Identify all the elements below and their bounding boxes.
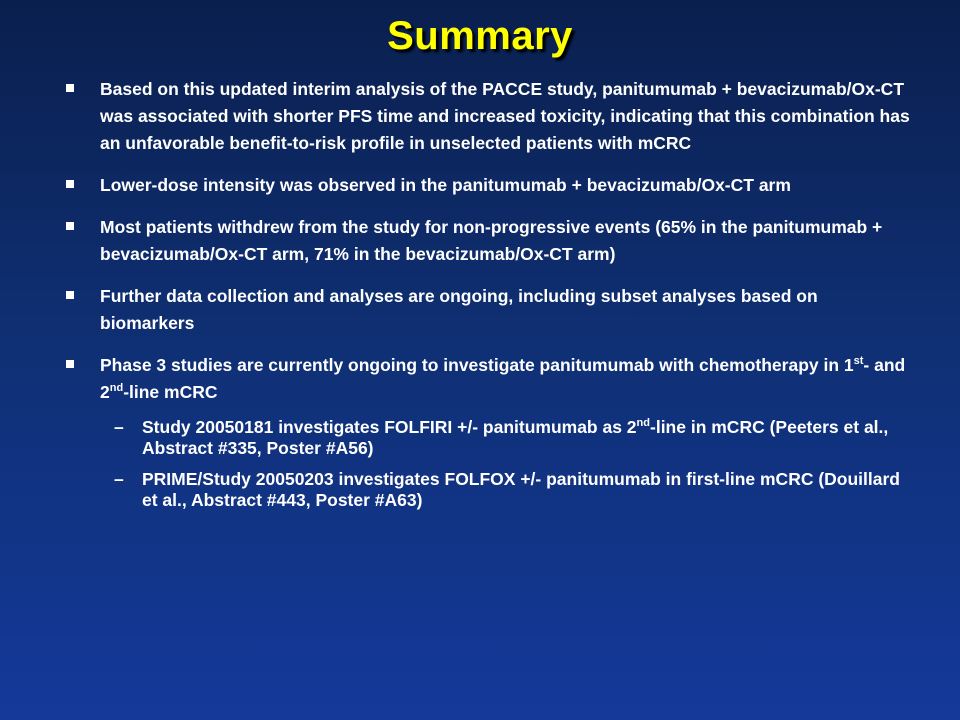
bullet-list [66, 76, 916, 525]
square-bullet-icon [66, 291, 74, 299]
sub-bullet-text: PRIME/Study 20050203 investigates FOLFOX +/- panitumumab in first-line mCRC (Douillard et al., Abstract #443, Poster #A63) [142, 469, 900, 510]
bullet-text: Based on this updated interim analysis of the PACCE study, panitumumab + bevacizumab/Ox-CT was associated with shorter PFS time and increased toxicity, indicating that this combination has an unfavorable benefit-to-risk profile in unselected patients with mCRC [100, 79, 910, 153]
dash-bullet-icon: – [114, 469, 124, 489]
bullet-item [66, 172, 916, 199]
square-bullet-icon [66, 222, 74, 230]
sub-bullet-text: Study 20050181 investigates FOLFIRI +/- panitumumab as 2nd-line in mCRC (Peeters et al., Abstract #335, Poster #A56) [142, 417, 889, 458]
bullet-item [66, 214, 916, 268]
square-bullet-icon [66, 180, 74, 188]
bullet-item [66, 352, 916, 406]
bullet-text: Further data collection and analyses are ongoing, including subset analyses based on biomarkers [100, 286, 818, 333]
slide-title: Summary [387, 14, 573, 58]
bullet-item [66, 76, 916, 157]
sub-bullet-item [66, 469, 916, 511]
bullet-text: Phase 3 studies are currently ongoing to investigate panitumumab with chemotherapy in 1st- and 2nd-line mCRC [100, 355, 906, 402]
bullet-item [66, 283, 916, 337]
bullet-text: Lower-dose intensity was observed in the panitumumab + bevacizumab/Ox-CT arm [100, 175, 791, 195]
square-bullet-icon [66, 360, 74, 368]
bullet-text: Most patients withdrew from the study for non-progressive events (65% in the panitumumab + bevacizumab/Ox-CT arm, 71% in the bevacizumab/Ox-CT arm) [100, 217, 883, 264]
sub-bullet-item [66, 417, 916, 459]
dash-bullet-icon: – [114, 417, 124, 437]
square-bullet-icon [66, 84, 74, 92]
